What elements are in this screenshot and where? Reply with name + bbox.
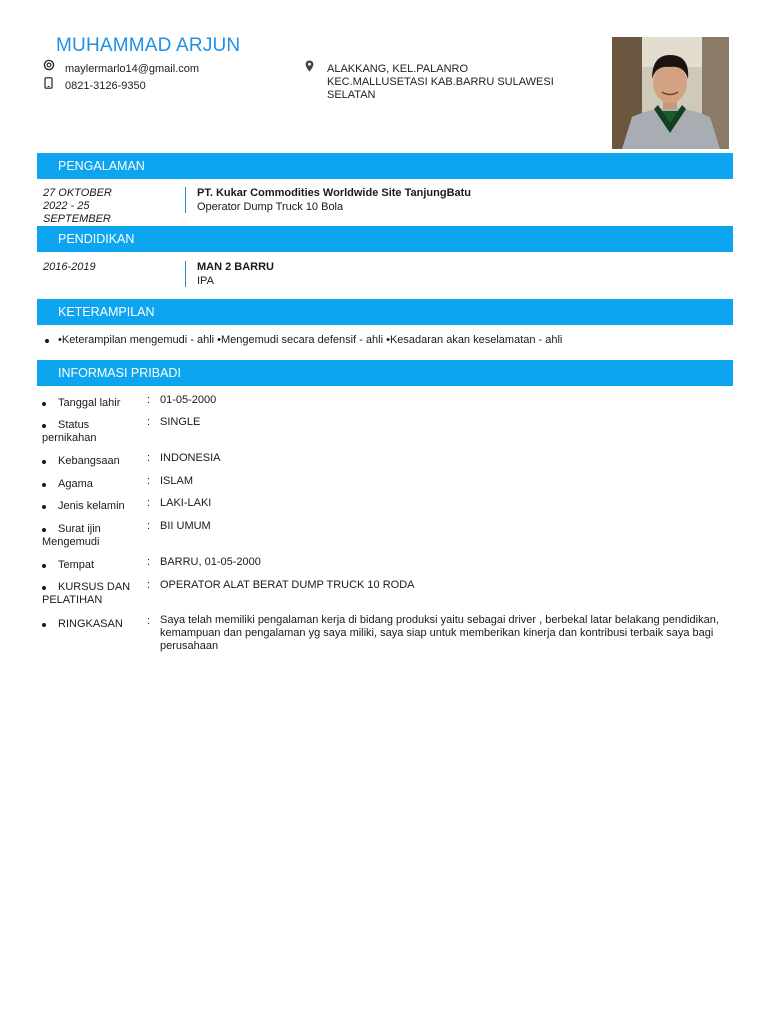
email-text: maylermarlo14@gmail.com [65, 63, 200, 75]
personal-label: Surat ijin Mengemudi [42, 523, 101, 548]
personal-value: ISLAM [160, 475, 194, 487]
education-divider [185, 261, 186, 287]
colon: : [147, 615, 151, 627]
section-header-skills [37, 299, 733, 325]
personal-label: Tempat [58, 559, 95, 571]
bullet [42, 505, 46, 509]
section-header-education [37, 226, 733, 252]
experience-divider [185, 187, 186, 213]
colon: : [147, 520, 151, 532]
personal-label: RINGKASAN [58, 618, 123, 630]
candidate-name: MUHAMMAD ARJUN [56, 35, 241, 56]
section-header-personal [37, 360, 733, 386]
bullet [42, 402, 46, 406]
personal-label: Agama [58, 478, 93, 490]
education-school: MAN 2 BARRU [197, 261, 274, 273]
personal-label: Tanggal lahir [58, 397, 121, 409]
section-title: PENGALAMAN [58, 159, 145, 173]
section-header-experience [37, 153, 733, 179]
bullet [42, 623, 46, 627]
personal-value: BII UMUM [160, 520, 211, 532]
personal-value: SINGLE [160, 416, 201, 428]
personal-value: INDONESIA [160, 452, 221, 464]
personal-value: 01-05-2000 [160, 394, 217, 406]
section-title: INFORMASI PRIBADI [58, 366, 181, 380]
colon: : [147, 416, 151, 428]
personal-value: LAKI-LAKI [160, 497, 212, 509]
skills-text: •Keterampilan mengemudi - ahli •Mengemudi secara defensif - ahli •Kesadaran akan keselamatan - ahli [58, 334, 563, 346]
colon: : [147, 497, 151, 509]
personal-label: KURSUS DAN PELATIHAN [42, 581, 131, 606]
section-title: PENDIDIKAN [58, 232, 135, 246]
bullet [42, 460, 46, 464]
bullet [45, 339, 49, 343]
colon: : [147, 475, 151, 487]
address-line: ALAKKANG, KEL.PALANRO [327, 63, 469, 75]
experience-role: Operator Dump Truck 10 Bola [197, 201, 344, 213]
colon: : [147, 556, 151, 568]
personal-label: Status pernikahan [42, 419, 97, 444]
date-line: 27 OKTOBER [43, 187, 112, 199]
phone-text: 0821-3126-9350 [65, 80, 146, 92]
bullet [42, 564, 46, 568]
date-line: SEPTEMBER [43, 213, 111, 225]
education-date: 2016-2019 [43, 261, 96, 273]
at-icon [43, 58, 55, 76]
personal-value: BARRU, 01-05-2000 [160, 556, 261, 568]
profile-photo [612, 37, 729, 149]
location-pin-icon [305, 59, 314, 77]
education-major: IPA [197, 275, 214, 287]
personal-summary: Saya telah memiliki pengalaman kerja di bidang produksi yaitu sebagai driver , berbekal latar belakang pendidikan, kemampuan dan pengalaman yg saya miliki, saya siap untuk memberikan kinerja dan kontribusi terbaik saya bagi perusahaan [160, 614, 719, 652]
colon: : [147, 579, 151, 591]
address-line: KEC.MALLUSETASI KAB.BARRU SULAWESI [327, 76, 554, 88]
bullet [42, 483, 46, 487]
section-title: KETERAMPILAN [58, 305, 155, 319]
colon: : [147, 394, 151, 406]
experience-company: PT. Kukar Commodities Worldwide Site TanjungBatu [197, 187, 472, 199]
personal-value: OPERATOR ALAT BERAT DUMP TRUCK 10 RODA [160, 579, 415, 591]
personal-label: Kebangsaan [58, 455, 120, 467]
phone-icon [44, 76, 53, 94]
personal-label: Jenis kelamin [58, 500, 125, 512]
colon: : [147, 452, 151, 464]
date-line: 2022 - 25 [43, 200, 90, 212]
address-block [327, 63, 567, 102]
address-line: SELATAN [327, 89, 376, 101]
